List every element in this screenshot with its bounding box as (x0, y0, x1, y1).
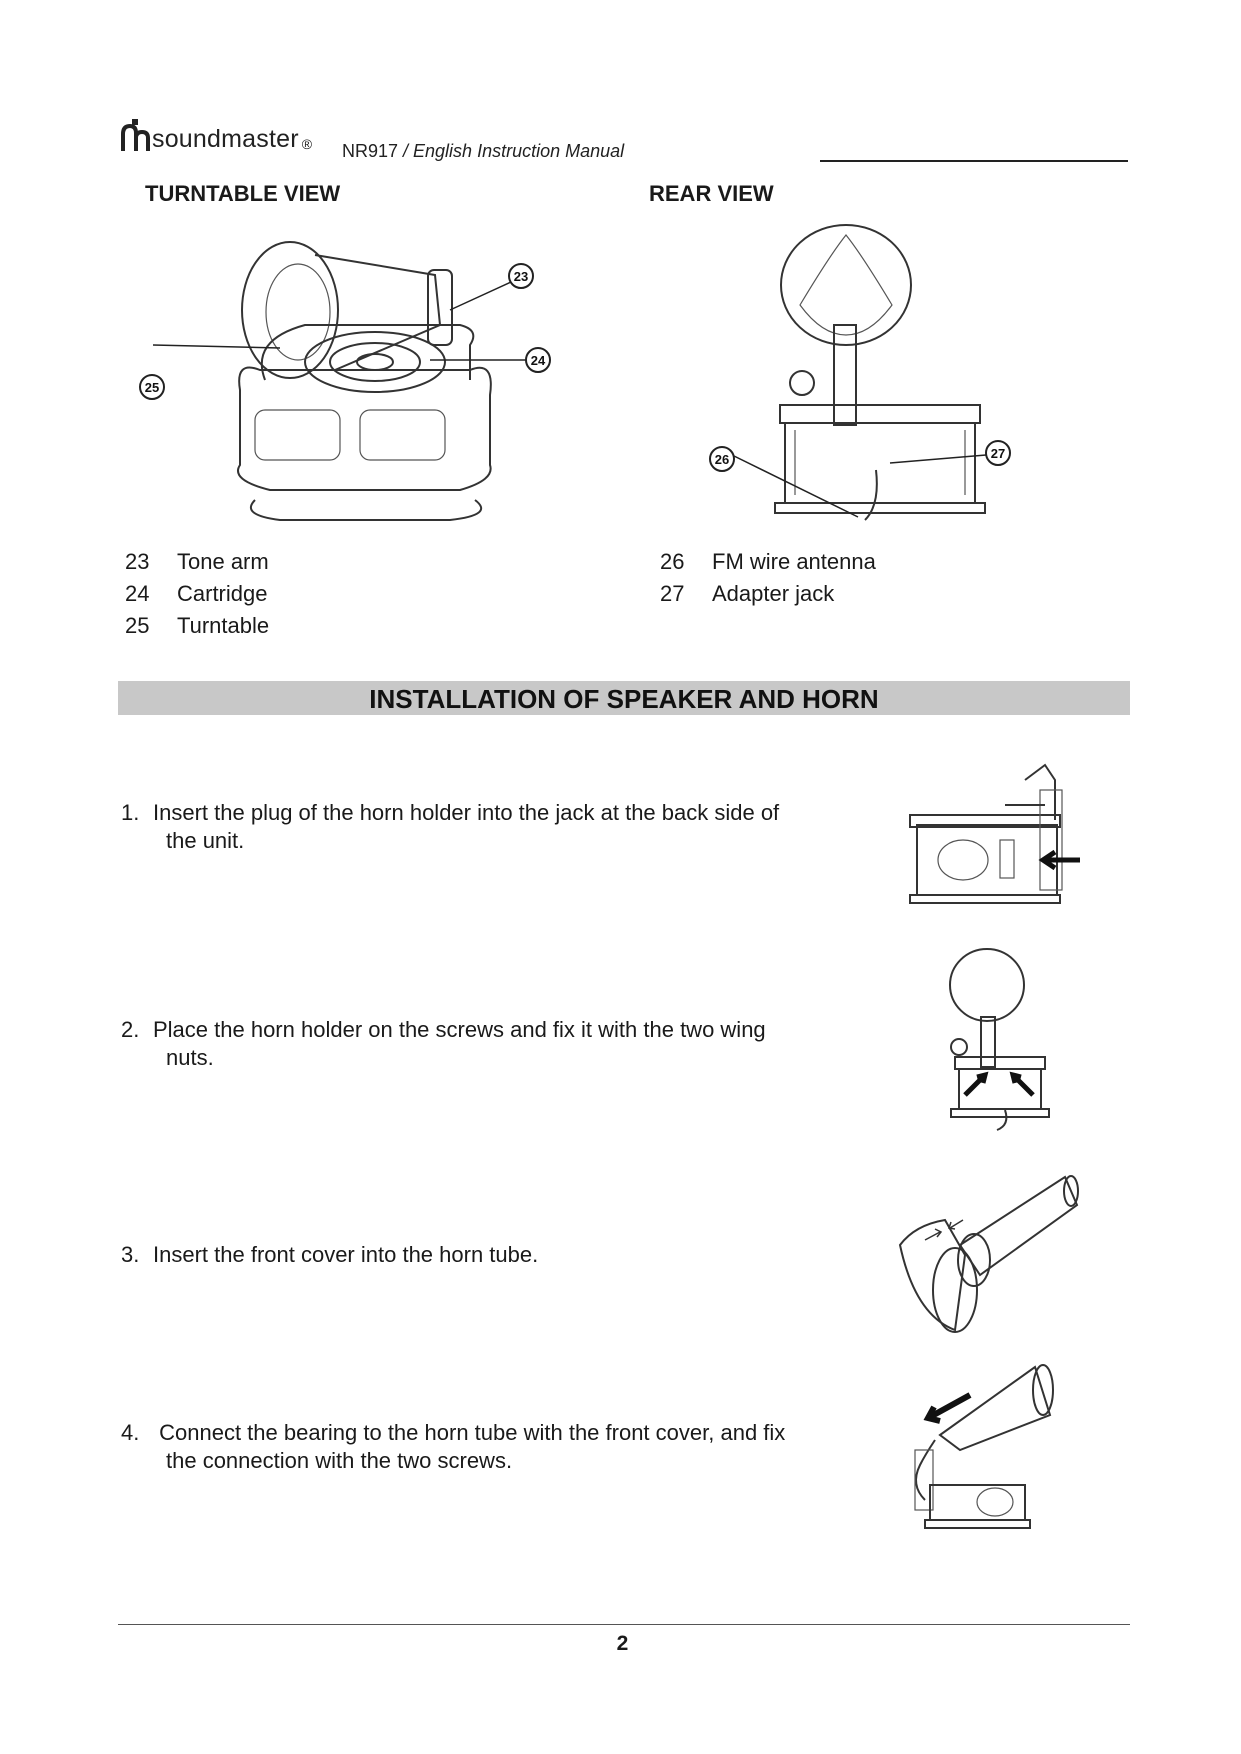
section-title: INSTALLATION OF SPEAKER AND HORN (369, 684, 879, 714)
step-4: 4. Connect the bearing to the horn tube with the front cover, and fix the connection with the two screws. (121, 1420, 786, 1473)
rear-view-illustration (700, 215, 1030, 535)
svg-text:23: 23 (513, 269, 529, 284)
header-rule (820, 160, 1128, 162)
legend-right (660, 546, 876, 610)
footer-rule (118, 1624, 1130, 1625)
soundmaster-logo-icon (120, 118, 152, 152)
legend-item: 23 Tone arm (125, 549, 269, 574)
rear-horn-bell-shape (781, 225, 911, 345)
step-1: 1. Insert the plug of the horn holder into the jack at the back side of the unit. (121, 800, 780, 853)
cabinet-base-shape (251, 500, 481, 520)
horn-bell-shape (242, 242, 338, 378)
platter-shape (305, 332, 445, 392)
turntable-view-title: TURNTABLE VIEW (145, 181, 341, 206)
legend-item: 24 Cartridge (125, 581, 268, 606)
legend-item: 26 FM wire antenna (660, 549, 876, 574)
legend-item: 27 Adapter jack (660, 581, 835, 606)
cabinet-body-shape (238, 368, 491, 491)
platter-ring-shape (330, 343, 420, 381)
step-2-illustration (935, 945, 1065, 1125)
callout-23 (509, 264, 533, 288)
svg-text:27: 27 (990, 446, 1006, 461)
page-number: 2 (616, 1632, 629, 1655)
svg-text:25: 25 (144, 380, 160, 395)
rear-cabinet-base-shape (775, 503, 985, 513)
rear-cabinet-body-shape (785, 423, 975, 503)
step-2: 2. Place the horn holder on the screws and fix it with the two wing nuts. (121, 1017, 766, 1070)
callout-24 (526, 348, 550, 372)
header-model (342, 141, 624, 162)
svg-text:26: 26 (714, 452, 730, 467)
horn-stand-shape (834, 325, 856, 425)
speaker-grille-left-shape (255, 410, 340, 460)
platter-center-shape (357, 354, 393, 370)
brand-logo (120, 118, 312, 152)
callout-27 (986, 441, 1010, 465)
callout-25 (140, 375, 164, 399)
section-banner (118, 681, 1130, 715)
registered-mark: ® (301, 136, 313, 152)
manual-title: / English Instruction Manual (398, 141, 625, 161)
step-4-illustration (890, 1355, 1070, 1535)
rear-horn-inner-shape (800, 235, 892, 335)
rear-view-title: REAR VIEW (649, 181, 774, 206)
horn-inner-shape (266, 264, 330, 360)
step-3: 3. Insert the front cover into the horn tube. (121, 1242, 539, 1267)
speaker-grille-right-shape (360, 410, 445, 460)
legend-left (125, 546, 269, 642)
legend-item: 25 Turntable (125, 613, 270, 638)
tone-arm-shape (428, 270, 452, 345)
step-1-illustration (905, 760, 1085, 910)
model-number: NR917 (342, 141, 399, 161)
step-3-illustration (895, 1165, 1095, 1340)
tone-arm-knob-shape (790, 371, 814, 395)
turntable-view-illustration (130, 230, 570, 530)
rear-cabinet-top-shape (780, 405, 980, 423)
horn-tube-shape (315, 255, 440, 370)
svg-text:24: 24 (530, 353, 546, 368)
callout-26 (710, 447, 734, 471)
brand-name: soundmaster (152, 125, 299, 153)
